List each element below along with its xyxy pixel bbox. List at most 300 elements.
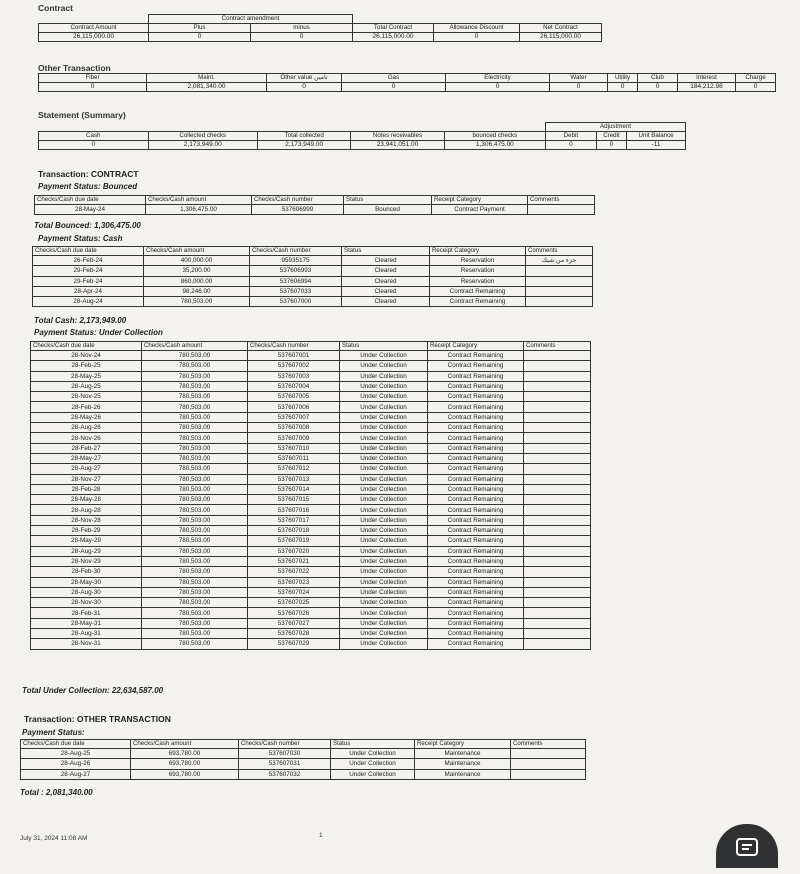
statement-value-row [39, 141, 686, 150]
table-cell: 537607033 [250, 286, 342, 296]
table-cell: Under Collection [340, 556, 428, 566]
header-cell: Notes receivables [351, 132, 444, 141]
value-cell: 0 [638, 83, 678, 92]
table-row [31, 577, 591, 587]
table-cell: 780,503.00 [142, 577, 248, 587]
table-cell: Under Collection [340, 526, 428, 536]
scan-fab-button[interactable] [716, 824, 778, 868]
under-table [30, 341, 591, 650]
statement-header-row [39, 132, 686, 141]
table-cell: 28-May-28 [31, 495, 142, 505]
table-cell: 537607022 [248, 567, 340, 577]
table-cell: 95935175 [250, 256, 342, 266]
table-cell: Under Collection [340, 464, 428, 474]
table-cell [524, 453, 591, 463]
table-cell: 780,503.00 [142, 464, 248, 474]
table-cell: 28-Aug-25 [21, 749, 131, 759]
table-cell: Contract Remaining [428, 556, 524, 566]
bounced-rows [35, 205, 595, 215]
table-cell: 537607015 [248, 495, 340, 505]
column-header: Comments [524, 342, 591, 351]
table-cell: 28-Aug-29 [31, 546, 142, 556]
table-cell: 537607001 [248, 351, 340, 361]
table-cell [524, 505, 591, 515]
table-cell: 537607032 [239, 769, 331, 779]
table-row [31, 443, 591, 453]
table-cell: 780,503.00 [142, 639, 248, 649]
table-cell: Under Collection [340, 536, 428, 546]
header-cell: Total collected [258, 132, 351, 141]
table-cell: 780,503.00 [142, 587, 248, 597]
column-header: Comments [526, 247, 593, 256]
table-row [31, 556, 591, 566]
value-cell: 0 [39, 83, 147, 92]
column-header: Status [331, 740, 415, 749]
tx-contract-title: Transaction: CONTRACT [38, 169, 139, 179]
table-cell: 28-Nov-24 [31, 351, 142, 361]
table-cell: Under Collection [331, 749, 415, 759]
table-cell: 693,780.00 [131, 769, 239, 779]
column-header: Checks/Cash number [250, 247, 342, 256]
cash-table [32, 246, 593, 307]
table-row [21, 769, 586, 779]
value-cell: 2,173,949.00 [258, 141, 351, 150]
table-cell: Under Collection [340, 577, 428, 587]
column-header: Checks/Cash amount [144, 247, 250, 256]
header-cell: Total Contract [353, 24, 434, 33]
table-cell: 26-Feb-24 [33, 256, 144, 266]
table-cell [528, 205, 595, 215]
table-cell: Contract Remaining [428, 433, 524, 443]
table-cell: 780,503.00 [142, 495, 248, 505]
table-row [31, 474, 591, 484]
table-cell: Cleared [342, 256, 430, 266]
table-cell [524, 371, 591, 381]
table-cell: 780,503.00 [144, 297, 250, 307]
table-cell: 780,503.00 [142, 536, 248, 546]
column-header: Receipt Category [428, 342, 524, 351]
table-cell: 537606999 [252, 205, 344, 215]
table-row [21, 749, 586, 759]
table-row [35, 205, 595, 215]
table-cell [524, 495, 591, 505]
value-cell: 2,173,949.00 [148, 141, 258, 150]
contract-title: Contract [38, 3, 73, 13]
table-row [31, 567, 591, 577]
other-tx-header-row [21, 740, 586, 749]
header-cell: Plus [149, 24, 251, 33]
table-cell: 537607020 [248, 546, 340, 556]
table-cell: Bounced [344, 205, 432, 215]
value-cell: 184,212.98 [678, 83, 736, 92]
table-cell: Cleared [342, 276, 430, 286]
table-cell: Contract Remaining [428, 546, 524, 556]
table-cell: 28-Nov-28 [31, 515, 142, 525]
bounced-total: Total Bounced: 1,306,475.00 [34, 221, 141, 230]
table-cell: 780,503.00 [142, 453, 248, 463]
table-cell: Contract Remaining [428, 577, 524, 587]
other-tx-table [20, 739, 586, 780]
table-cell: 780,503.00 [142, 361, 248, 371]
table-row [31, 371, 591, 381]
table-cell: 28-Nov-31 [31, 639, 142, 649]
value-cell: 0 [550, 83, 608, 92]
table-cell: 537607004 [248, 381, 340, 391]
table-cell: 780,503.00 [142, 598, 248, 608]
table-cell [524, 515, 591, 525]
table-cell: Under Collection [340, 381, 428, 391]
table-cell: 29-Feb-24 [33, 276, 144, 286]
table-cell [524, 392, 591, 402]
column-header: Status [342, 247, 430, 256]
table-cell: جزء من شيك [526, 256, 593, 266]
table-cell: Under Collection [340, 392, 428, 402]
footer-date: July 31, 2024 11:08 AM [20, 835, 88, 842]
table-cell: 28-Feb-30 [31, 567, 142, 577]
table-cell: Under Collection [340, 629, 428, 639]
table-cell [524, 423, 591, 433]
bounced-label: Payment Status: Bounced [38, 182, 138, 191]
table-cell [524, 464, 591, 474]
table-cell: 28-May-24 [35, 205, 146, 215]
table-cell: Under Collection [340, 505, 428, 515]
table-cell: 28-Aug-26 [21, 759, 131, 769]
header-cell: Water [550, 74, 608, 83]
table-cell: 28-Nov-26 [31, 433, 142, 443]
table-cell: Contract Remaining [428, 505, 524, 515]
value-cell: 0 [546, 141, 597, 150]
table-cell: 537607025 [248, 598, 340, 608]
table-row [33, 286, 593, 296]
table-cell: 28-Aug-25 [31, 381, 142, 391]
table-row [31, 515, 591, 525]
table-row [21, 759, 586, 769]
contract-amendment-header: Contract amendment [149, 15, 353, 24]
table-cell: 28-Aug-30 [31, 587, 142, 597]
table-cell: 780,503.00 [142, 629, 248, 639]
table-row [31, 639, 591, 649]
table-cell: 537607031 [239, 759, 331, 769]
table-cell: 28-Nov-29 [31, 556, 142, 566]
table-cell: Maintenance [415, 749, 511, 759]
table-cell: Contract Remaining [428, 453, 524, 463]
table-cell [524, 402, 591, 412]
table-cell: Contract Remaining [428, 392, 524, 402]
page-number: 1 [319, 832, 323, 839]
table-cell [524, 577, 591, 587]
value-cell: -11 [627, 141, 686, 150]
table-row [33, 297, 593, 307]
table-row [31, 505, 591, 515]
table-row [31, 629, 591, 639]
column-header: Status [340, 342, 428, 351]
table-cell: 537607007 [248, 412, 340, 422]
table-cell: 537607009 [248, 433, 340, 443]
header-cell: Utility [608, 74, 638, 83]
table-cell: Under Collection [340, 639, 428, 649]
table-cell: Contract Remaining [428, 423, 524, 433]
table-cell: 537607014 [248, 484, 340, 494]
table-row [31, 361, 591, 371]
table-cell: Contract Remaining [428, 371, 524, 381]
table-cell [524, 629, 591, 639]
table-cell: 780,503.00 [142, 556, 248, 566]
table-cell: 28-Nov-25 [31, 392, 142, 402]
table-row [31, 381, 591, 391]
under-label: Payment Status: Under Collection [34, 328, 163, 337]
table-cell: 28-Aug-26 [31, 423, 142, 433]
table-cell: Contract Remaining [428, 639, 524, 649]
header-cell: Unit Balance [627, 132, 686, 141]
table-cell: Contract Payment [432, 205, 528, 215]
header-cell: Interest [678, 74, 736, 83]
table-cell: Contract Remaining [428, 402, 524, 412]
column-header: Checks/Cash number [248, 342, 340, 351]
table-cell: Under Collection [340, 567, 428, 577]
header-cell: Collected checks [148, 132, 258, 141]
header-cell: Club [638, 74, 678, 83]
table-cell: Contract Remaining [428, 629, 524, 639]
table-cell: Contract Remaining [428, 474, 524, 484]
other-header-row [39, 74, 776, 83]
table-cell: Under Collection [340, 484, 428, 494]
table-cell: 537607005 [248, 392, 340, 402]
table-cell: Reservation [430, 256, 526, 266]
table-cell [511, 749, 586, 759]
table-cell: Under Collection [340, 453, 428, 463]
column-header: Receipt Category [430, 247, 526, 256]
table-cell: 537607029 [248, 639, 340, 649]
header-cell: Gas [342, 74, 446, 83]
table-cell: 780,503.00 [142, 484, 248, 494]
table-cell: 28-Aug-24 [33, 297, 144, 307]
value-cell: 26,115,000.00 [39, 33, 149, 42]
table-cell: 537607021 [248, 556, 340, 566]
document-scan-icon [716, 824, 778, 874]
table-cell [524, 639, 591, 649]
statement-table [38, 122, 686, 150]
table-cell: 28-Aug-27 [31, 464, 142, 474]
table-cell: Under Collection [331, 759, 415, 769]
table-row [31, 412, 591, 422]
table-cell: 28-Feb-25 [31, 361, 142, 371]
header-cell: Cash [39, 132, 149, 141]
table-cell: Contract Remaining [430, 286, 526, 296]
table-cell: 537607019 [248, 536, 340, 546]
header-cell: Credit [596, 132, 626, 141]
table-cell [524, 433, 591, 443]
value-cell: 0 [434, 33, 520, 42]
under-rows [31, 351, 591, 650]
table-cell [526, 297, 593, 307]
table-row [31, 433, 591, 443]
value-cell: 2,081,340.00 [147, 83, 267, 92]
table-cell: 780,503.00 [142, 351, 248, 361]
table-cell: Under Collection [340, 402, 428, 412]
table-row [31, 495, 591, 505]
cash-total: Total Cash: 2,173,949.00 [34, 316, 127, 325]
table-cell: 780,503.00 [142, 381, 248, 391]
table-cell: 780,503.00 [142, 423, 248, 433]
table-cell: 537607030 [239, 749, 331, 759]
table-row [31, 423, 591, 433]
under-header-row [31, 342, 591, 351]
table-cell: Contract Remaining [428, 381, 524, 391]
table-cell: Under Collection [340, 474, 428, 484]
table-cell: 1,306,475.00 [146, 205, 252, 215]
other-payment-label: Payment Status: [22, 728, 85, 737]
value-cell: 0 [596, 141, 626, 150]
adjustment-header: Adjustment [546, 123, 686, 132]
other-title: Other Transaction [38, 63, 111, 73]
value-cell: 26,115,000.00 [520, 33, 602, 42]
table-cell [526, 286, 593, 296]
table-row [31, 546, 591, 556]
table-cell: 28-May-29 [31, 536, 142, 546]
value-cell: 0 [251, 33, 353, 42]
table-cell: Contract Remaining [428, 351, 524, 361]
table-cell [524, 567, 591, 577]
table-cell: 780,503.00 [142, 474, 248, 484]
table-cell: Under Collection [340, 546, 428, 556]
table-cell: Contract Remaining [428, 536, 524, 546]
table-cell: 28-Feb-26 [31, 402, 142, 412]
table-cell: Under Collection [340, 443, 428, 453]
table-cell: 537607010 [248, 443, 340, 453]
table-cell: Under Collection [340, 608, 428, 618]
table-row [31, 608, 591, 618]
column-header: Checks/Cash number [239, 740, 331, 749]
table-cell: Contract Remaining [428, 598, 524, 608]
table-cell [524, 598, 591, 608]
table-cell: 537607028 [248, 629, 340, 639]
header-cell: Debit [546, 132, 597, 141]
table-cell: Contract Remaining [428, 608, 524, 618]
table-cell: Contract Remaining [428, 464, 524, 474]
other-table [38, 73, 776, 92]
table-row [31, 392, 591, 402]
table-cell: Under Collection [340, 587, 428, 597]
table-cell: 780,503.00 [142, 392, 248, 402]
value-cell: 0 [149, 33, 251, 42]
value-cell: 26,115,000.00 [353, 33, 434, 42]
table-cell: 780,503.00 [142, 371, 248, 381]
bounced-table [34, 195, 595, 215]
table-cell: Under Collection [340, 515, 428, 525]
table-cell: Under Collection [340, 423, 428, 433]
table-row [33, 266, 593, 276]
table-cell: Maintenance [415, 769, 511, 779]
table-cell: 537606993 [250, 266, 342, 276]
table-cell: Maintenance [415, 759, 511, 769]
table-cell: 537607017 [248, 515, 340, 525]
table-cell [524, 361, 591, 371]
table-cell: 780,503.00 [142, 433, 248, 443]
table-cell: 780,503.00 [142, 443, 248, 453]
table-cell: Contract Remaining [430, 297, 526, 307]
table-cell [511, 769, 586, 779]
table-cell: 537607018 [248, 526, 340, 536]
table-cell: 780,503.00 [142, 402, 248, 412]
column-header: Checks/Cash due date [21, 740, 131, 749]
table-cell: Contract Remaining [428, 495, 524, 505]
table-cell: 537607027 [248, 618, 340, 628]
cash-rows [33, 256, 593, 307]
table-cell: Contract Remaining [428, 526, 524, 536]
table-cell: 28-Feb-28 [31, 484, 142, 494]
table-cell: 537606994 [250, 276, 342, 286]
value-cell: 0 [736, 83, 776, 92]
table-cell: 28-May-25 [31, 371, 142, 381]
contract-header-row [39, 24, 602, 33]
header-cell: Charge [736, 74, 776, 83]
table-cell: Under Collection [340, 598, 428, 608]
bounced-header-row [35, 196, 595, 205]
table-cell: 537607012 [248, 464, 340, 474]
table-cell: 537607023 [248, 577, 340, 587]
header-cell: Other value تأمين [267, 74, 342, 83]
column-header: Checks/Cash due date [33, 247, 144, 256]
table-cell: 28-May-26 [31, 412, 142, 422]
table-cell: 537607016 [248, 505, 340, 515]
table-cell: Contract Remaining [428, 587, 524, 597]
table-cell: Reservation [430, 266, 526, 276]
table-cell: 28-Feb-27 [31, 443, 142, 453]
table-cell: 780,503.00 [142, 412, 248, 422]
table-cell: 400,000.00 [144, 256, 250, 266]
table-cell: Under Collection [340, 351, 428, 361]
table-cell: Under Collection [340, 618, 428, 628]
table-cell: 537607024 [248, 587, 340, 597]
table-cell: 780,503.00 [142, 526, 248, 536]
table-cell: 537607003 [248, 371, 340, 381]
header-cell: minus [251, 24, 353, 33]
value-cell: 0 [342, 83, 446, 92]
value-cell: 23,941,051.00 [351, 141, 444, 150]
table-cell [524, 526, 591, 536]
table-cell: Contract Remaining [428, 484, 524, 494]
table-cell: Reservation [430, 276, 526, 286]
value-cell: 1,306,475.00 [444, 141, 545, 150]
table-cell: 29-Feb-24 [33, 266, 144, 276]
table-cell: Contract Remaining [428, 443, 524, 453]
table-cell [524, 474, 591, 484]
contract-table [38, 14, 602, 42]
table-cell: 28-Nov-30 [31, 598, 142, 608]
table-cell: 780,503.00 [142, 546, 248, 556]
table-cell [524, 351, 591, 361]
column-header: Checks/Cash amount [142, 342, 248, 351]
table-row [31, 464, 591, 474]
table-cell: Cleared [342, 286, 430, 296]
table-cell: Cleared [342, 266, 430, 276]
header-cell: Maint. [147, 74, 267, 83]
table-row [31, 598, 591, 608]
table-cell [524, 556, 591, 566]
table-cell: Under Collection [331, 769, 415, 779]
table-cell [524, 587, 591, 597]
table-cell: Under Collection [340, 495, 428, 505]
table-cell: 780,503.00 [142, 567, 248, 577]
table-cell: 35,200.00 [144, 266, 250, 276]
header-cell: Electricity [446, 74, 550, 83]
table-cell [524, 381, 591, 391]
table-cell: 537607006 [248, 402, 340, 412]
statement-title: Statement (Summary) [38, 110, 126, 120]
table-cell [524, 412, 591, 422]
column-header: Receipt Category [415, 740, 511, 749]
table-cell [524, 536, 591, 546]
